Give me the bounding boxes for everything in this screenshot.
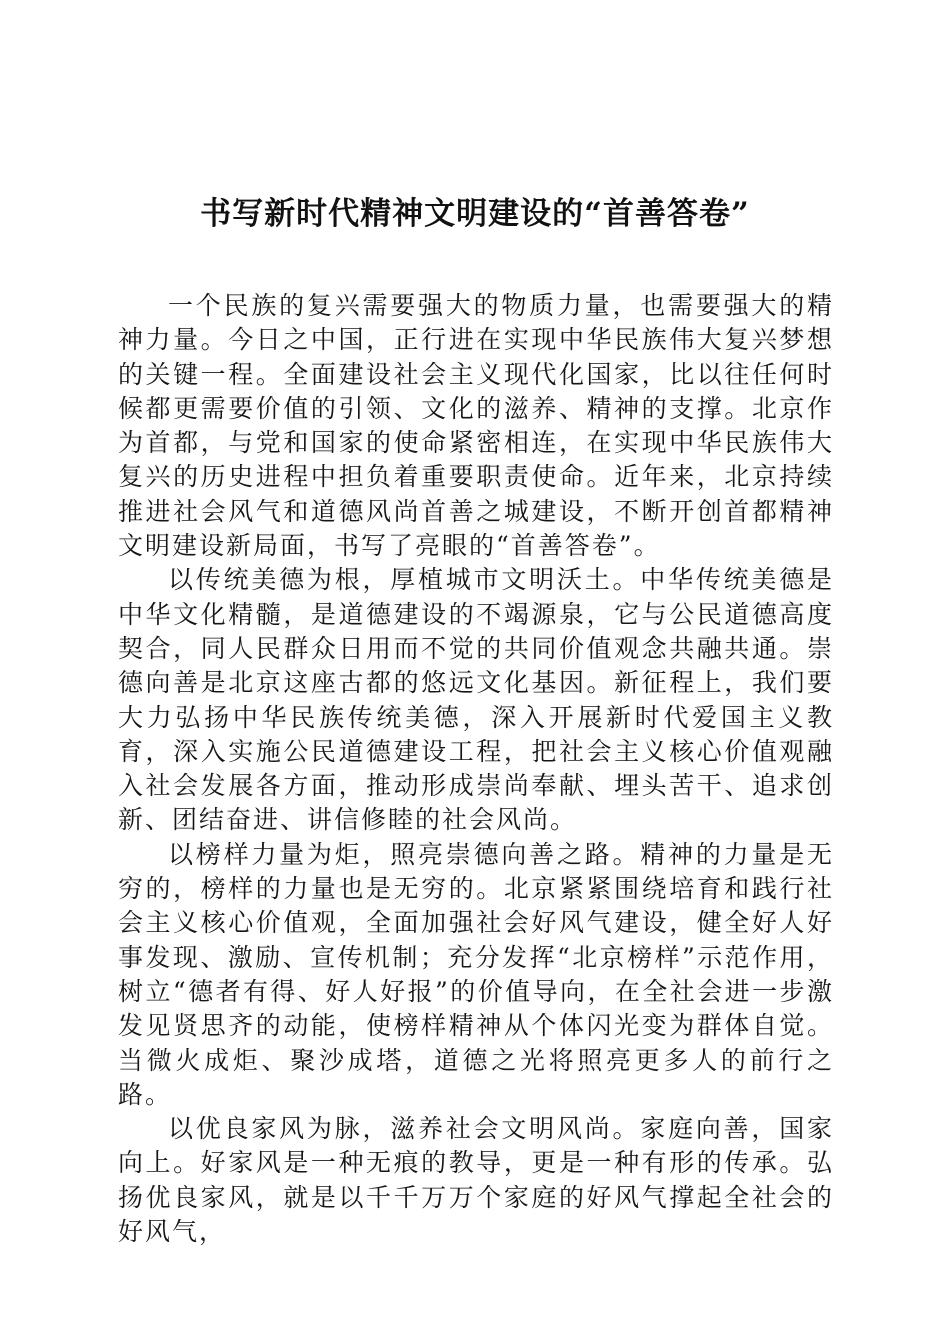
document-title: 书写新时代精神文明建设的“首善答卷” <box>200 195 750 232</box>
paragraph-2: 以传统美德为根，厚植城市文明沃土。中华传统美德是中华文化精髓，是道德建设的不竭源泉，它与公民道德高度契合，同人民群众日用而不觉的共同价值观念共融共通。崇德向善是北京这座古都的悠远文化基因。新征程上，我们要大力弘扬中华民族传统美德，深入开展新时代爱国主义教育，深入实施公民道德建设工程，把社会主义核心价值观融入社会发展各方面，推动形成崇尚奉献、埋头苦干、追求创新、团结奋进、讲信修睦的社会风尚。 <box>118 565 834 835</box>
document-body <box>118 289 834 1249</box>
paragraph-3: 以榜样力量为炬，照亮崇德向善之路。精神的力量是无穷的，榜样的力量也是无穷的。北京紧紧围绕培育和践行社会主义核心价值观，全面加强社会好风气建设，健全好人好事发现、激励、宣传机制；充分发挥“北京榜样”示范作用，树立“德者有得、好人好报”的价值导向，在全社会进一步激发见贤思齐的动能，使榜样精神从个体闪光变为群体自觉。当微火成炬、聚沙成塔，道德之光将照亮更多人的前行之路。 <box>118 839 834 1109</box>
paragraph-4: 以优良家风为脉，滋养社会文明风尚。家庭向善，国家向上。好家风是一种无痕的教导，更是一种有形的传承。弘扬优良家风，就是以千千万万个家庭的好风气撑起全社会的好风气， <box>118 1114 834 1247</box>
paragraph-1: 一个民族的复兴需要强大的物质力量，也需要强大的精神力量。今日之中国，正行进在实现中华民族伟大复兴梦想的关键一程。全面建设社会主义现代化国家，比以往任何时候都更需要价值的引领、文化的滋养、精神的支撑。北京作为首都，与党和国家的使命紧密相连，在实现中华民族伟大复兴的历史进程中担负着重要职责使命。近年来，北京持续推进社会风气和道德风尚首善之城建设，不断开创首都精神文明建设新局面，书写了亮眼的“首善答卷”。 <box>118 291 834 561</box>
